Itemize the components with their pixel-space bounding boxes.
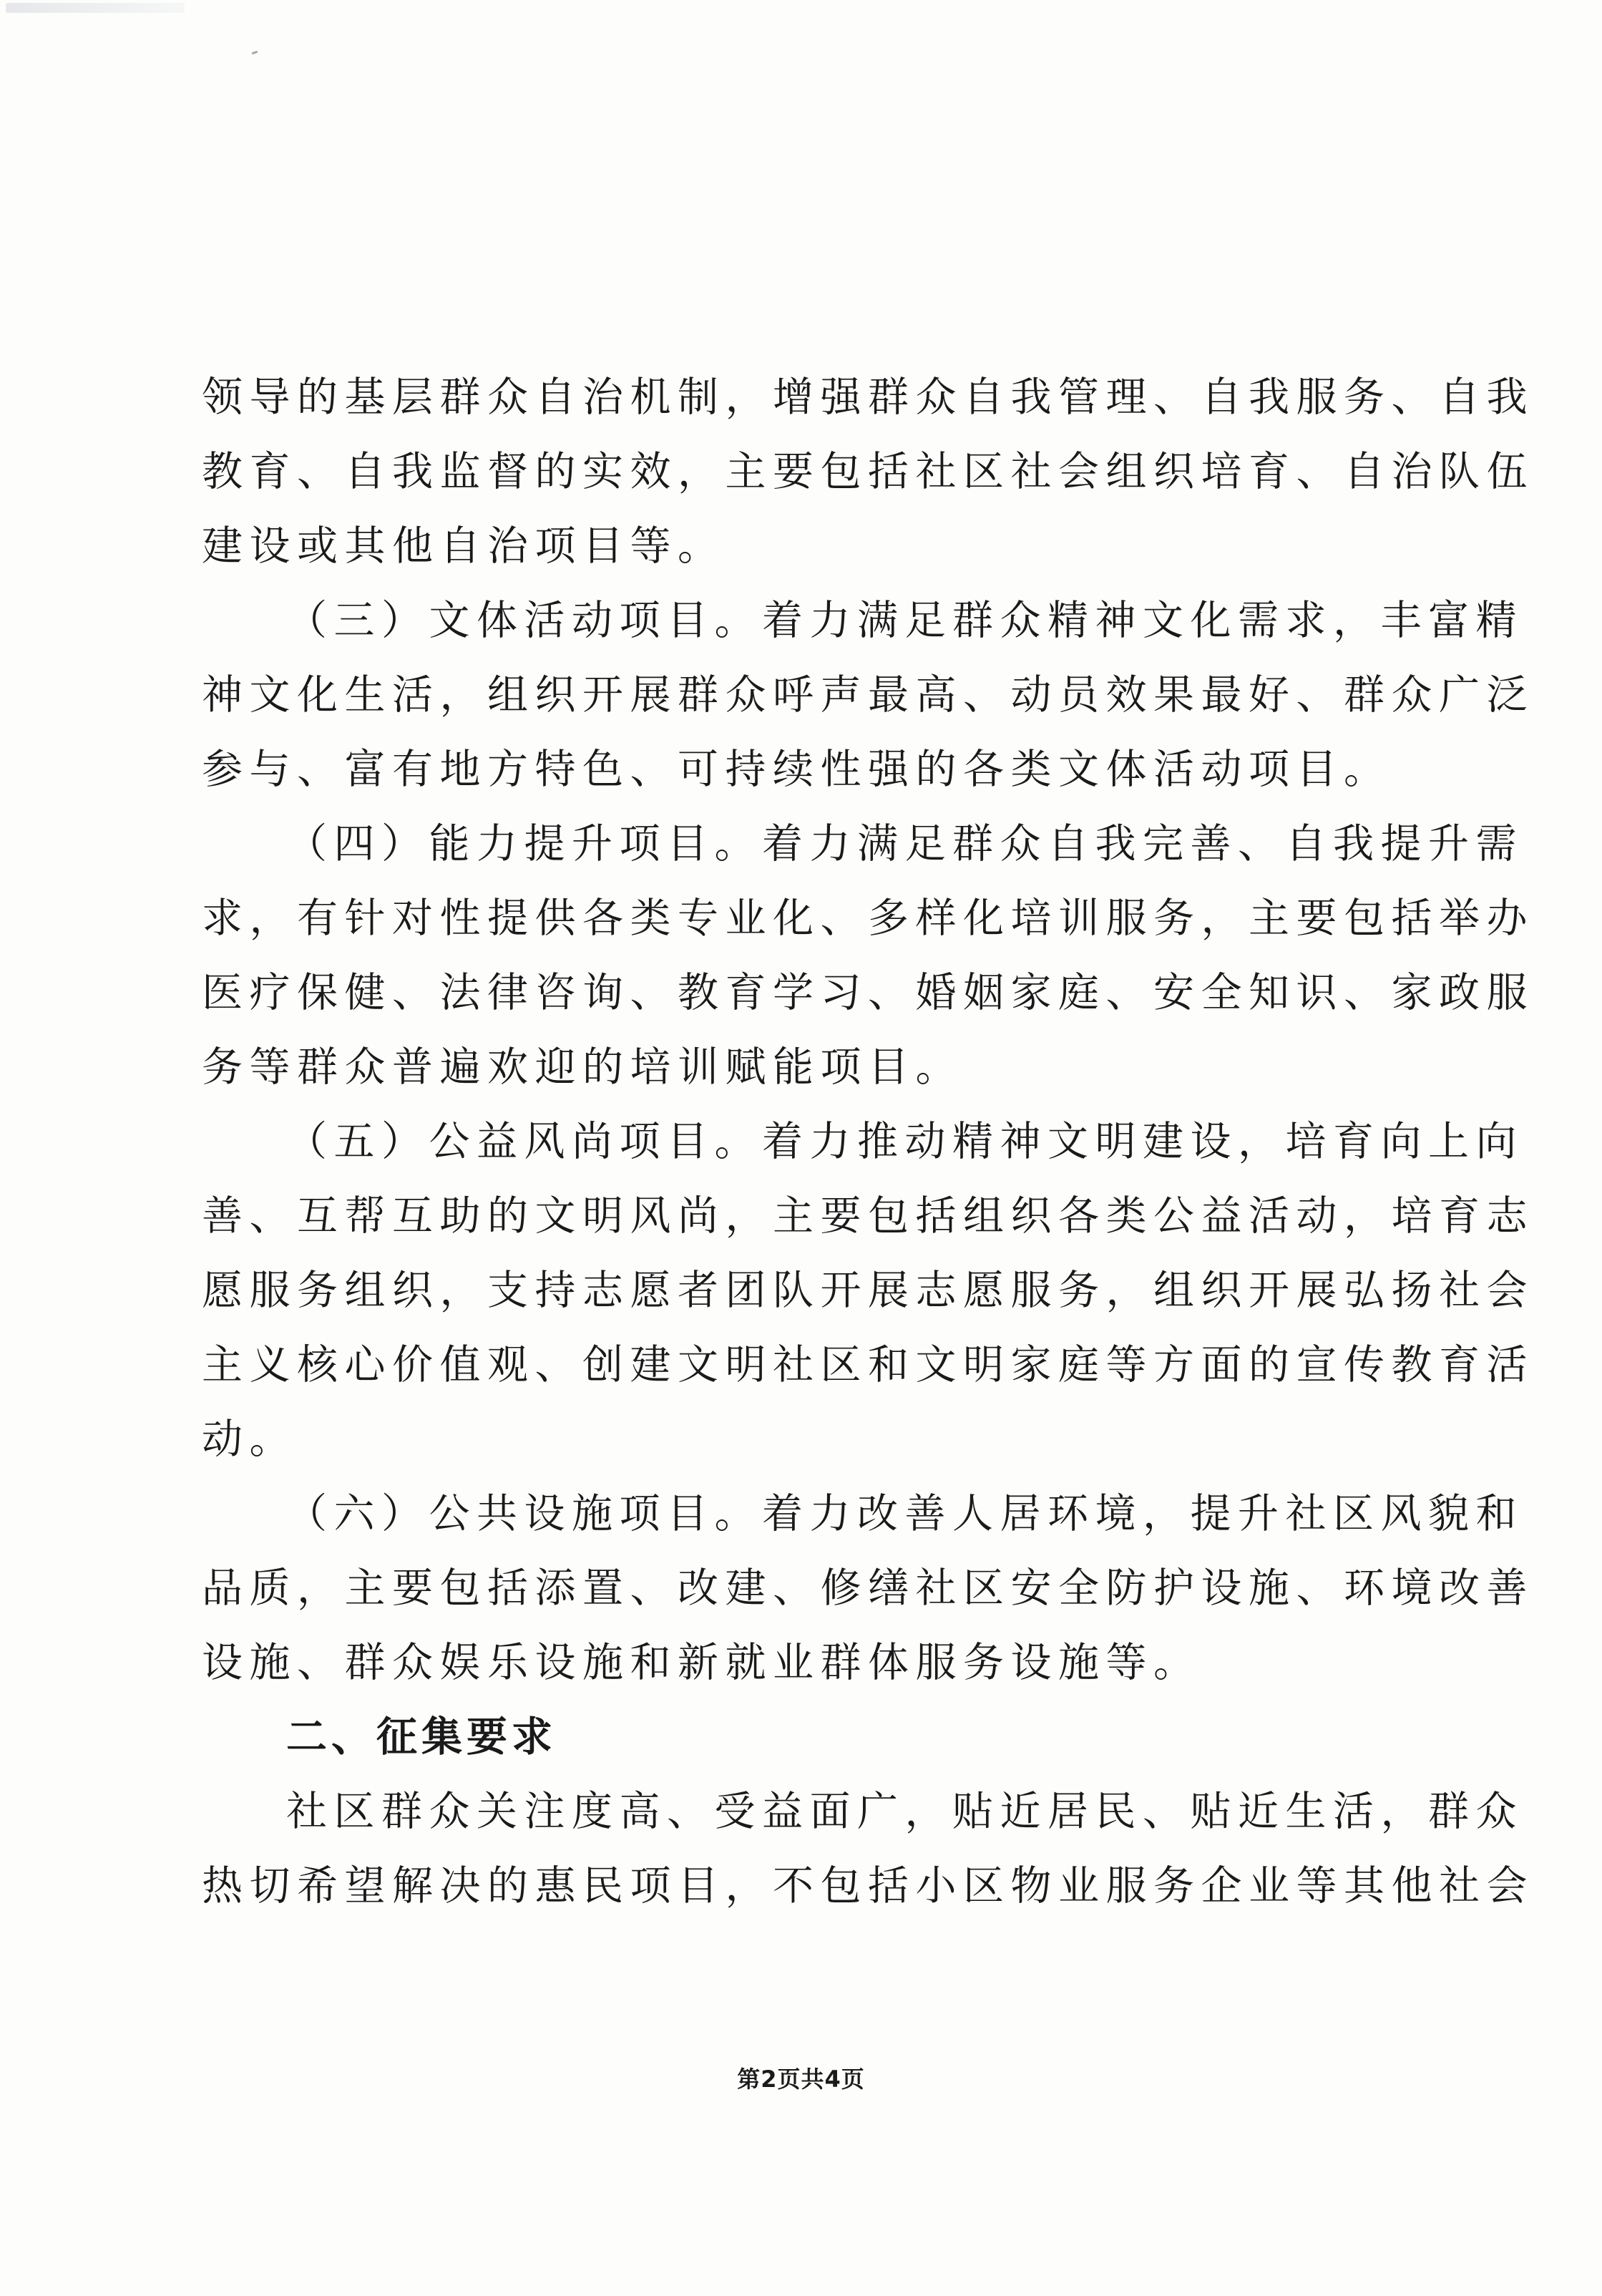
body-line: 社区群众关注度高、受益面广，贴近居民、贴近生活，群众: [286, 1788, 1523, 1835]
body-line: （三）文体活动项目。着力满足群众精神文化需求，丰富精: [286, 597, 1523, 644]
body-line: 教育、自我监督的实效，主要包括社区社会组织培育、自治队伍: [202, 448, 1534, 495]
scan-header-mark: [6, 3, 185, 13]
scan-speck: [252, 51, 258, 55]
body-line: 愿服务组织，支持志愿者团队开展志愿服务，组织开展弘扬社会: [202, 1267, 1534, 1314]
body-line: 热切希望解决的惠民项目，不包括小区物业服务企业等其他社会: [202, 1862, 1534, 1910]
body-line: 品质，主要包括添置、改建、修缮社区安全防护设施、环境改善: [202, 1565, 1534, 1612]
body-line: 建设或其他自治项目等。: [202, 522, 726, 570]
page-number: 第2页共4页: [737, 2066, 865, 2093]
body-line: 动。: [202, 1416, 297, 1463]
body-line: 务等群众普遍欢迎的培训赋能项目。: [202, 1044, 963, 1091]
body-line: （六）公共设施项目。着力改善人居环境，提升社区风貌和: [286, 1490, 1523, 1537]
body-line: 参与、富有地方特色、可持续性强的各类文体活动项目。: [202, 746, 1392, 793]
body-line: 善、互帮互助的文明风尚，主要包括组织各类公益活动，培育志: [202, 1192, 1534, 1240]
section-heading: 二、征集要求: [286, 1713, 557, 1761]
body-line: 领导的基层群众自治机制，增强群众自我管理、自我服务、自我: [202, 374, 1534, 421]
body-line: 神文化生活，组织开展群众呼声最高、动员效果最好、群众广泛: [202, 671, 1534, 719]
body-line: （五）公益风尚项目。着力推动精神文明建设，培育向上向: [286, 1118, 1523, 1165]
body-line: 医疗保健、法律咨询、教育学习、婚姻家庭、安全知识、家政服: [202, 969, 1534, 1016]
body-line: 主义核心价值观、创建文明社区和文明家庭等方面的宣传教育活: [202, 1341, 1534, 1388]
body-line: 设施、群众娱乐设施和新就业群体服务设施等。: [202, 1639, 1201, 1686]
body-line: 求，有针对性提供各类专业化、多样化培训服务，主要包括举办: [202, 895, 1534, 942]
body-line: （四）能力提升项目。着力满足群众自我完善、自我提升需: [286, 820, 1523, 867]
